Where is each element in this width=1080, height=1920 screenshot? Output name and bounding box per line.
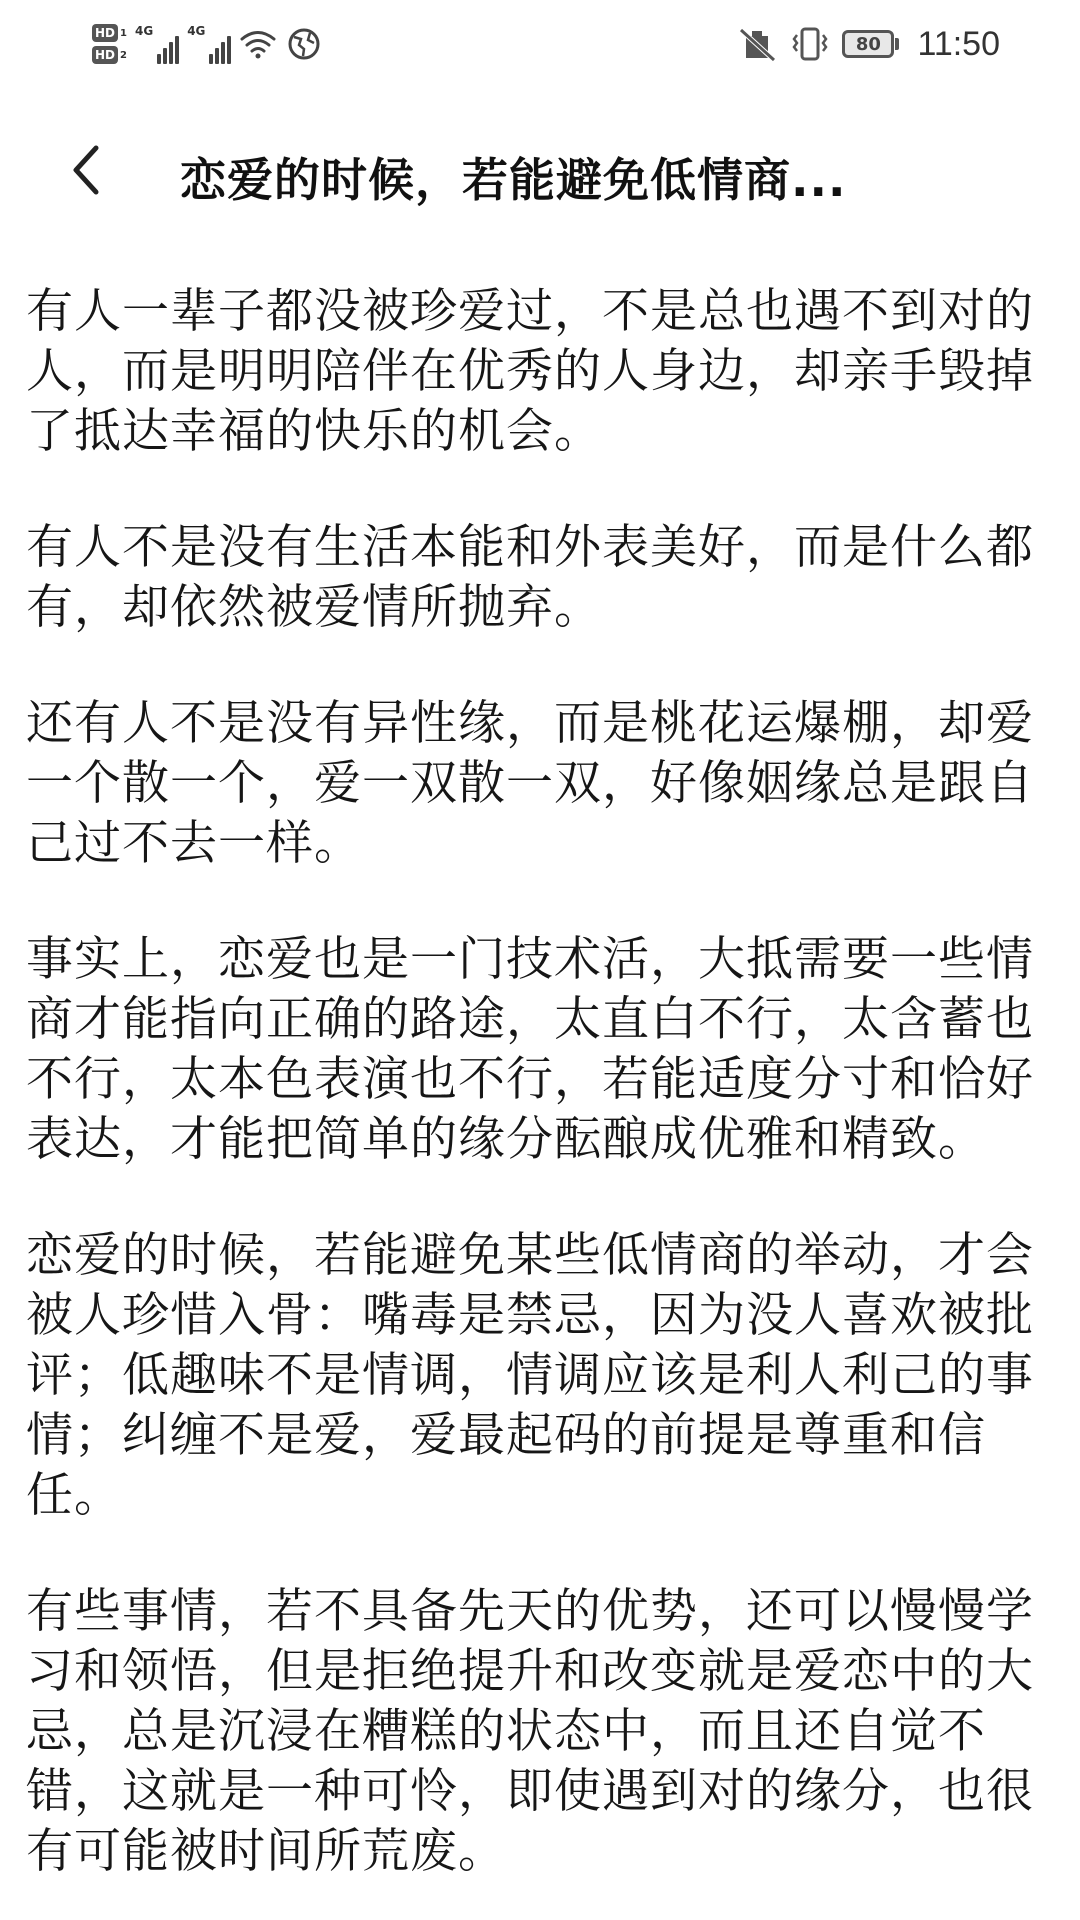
- signal-2-label: 4G: [187, 24, 206, 38]
- signal-2-icon: [187, 24, 231, 64]
- hd-badges: [92, 24, 127, 64]
- app-header: [0, 120, 1080, 220]
- mute-icon: [738, 26, 778, 62]
- hd-badge-1: [92, 24, 127, 42]
- signal-bar: [227, 36, 231, 64]
- battery-icon: [842, 30, 899, 58]
- globe-icon: [285, 25, 323, 63]
- signal-bar: [169, 42, 173, 64]
- battery-level: 80: [842, 30, 894, 58]
- status-left: [92, 14, 323, 74]
- signal-bar: [175, 36, 179, 64]
- back-button[interactable]: [56, 138, 116, 202]
- article-paragraph: 事实上，恋爱也是一门技术活，大抵需要一些情商才能指向正确的路途，太直白不行，太含蓄也不行，太本色表演也不行，若能适度分寸和恰好表达，才能把简单的缘分酝酿成优雅和精致。: [26, 932, 1034, 1167]
- article-paragraph: 有人一辈子都没被珍爱过，不是总也遇不到对的人，而是明明陪伴在优秀的人身边，却亲手毁掉了抵达幸福的快乐的机会。: [26, 284, 1034, 459]
- article-paragraph: 有人不是没有生活本能和外表美好，而是什么都有，却依然被爱情所抛弃。: [26, 520, 1034, 635]
- signal-1-label: 4G: [134, 24, 154, 38]
- vibrate-icon: [792, 25, 828, 63]
- wifi-icon: [239, 25, 277, 63]
- signal-bar: [163, 48, 167, 64]
- hd-1-label: HD: [92, 24, 118, 42]
- signal-1-icon: [135, 24, 179, 64]
- chevron-left-icon: [66, 142, 106, 198]
- status-bar: [0, 0, 1080, 90]
- hd-1-num: 1: [120, 27, 127, 39]
- signal-bar: [215, 48, 219, 64]
- article-paragraph: 恋爱的时候，若能避免某些低情商的举动，才会被人珍惜入骨：嘴毒是禁忌，因为没人喜欢被批评；低趣味不是情调，情调应该是利人利己的事情；纠缠不是爱，爱最起码的前提是尊重和信任。: [26, 1228, 1034, 1523]
- hd-2-label: HD: [92, 46, 118, 64]
- battery-tip: [895, 38, 899, 50]
- article-paragraph: 还有人不是没有异性缘，而是桃花运爆棚，却爱一个散一个，爱一双散一双，好像姻缘总是跟自己过不去一样。: [26, 696, 1034, 871]
- hd-badge-2: [92, 46, 127, 64]
- signal-bar: [157, 54, 161, 64]
- status-right: [738, 18, 1000, 70]
- article-body: [26, 282, 1046, 1920]
- signal-bar: [209, 54, 213, 64]
- signal-bar: [221, 42, 225, 64]
- status-time: 11:50: [917, 24, 1000, 63]
- hd-2-num: 2: [120, 49, 127, 61]
- article-paragraph: 有些事情，若不具备先天的优势，还可以慢慢学习和领悟，但是拒绝提升和改变就是爱恋中的大忌，总是沉浸在糟糕的状态中，而且还自觉不错，这就是一种可怜，即使遇到对的缘分，也很有可能被时间所荒废。: [26, 1584, 1034, 1879]
- page-title: 恋爱的时候，若能避免低情商...: [180, 153, 847, 207]
